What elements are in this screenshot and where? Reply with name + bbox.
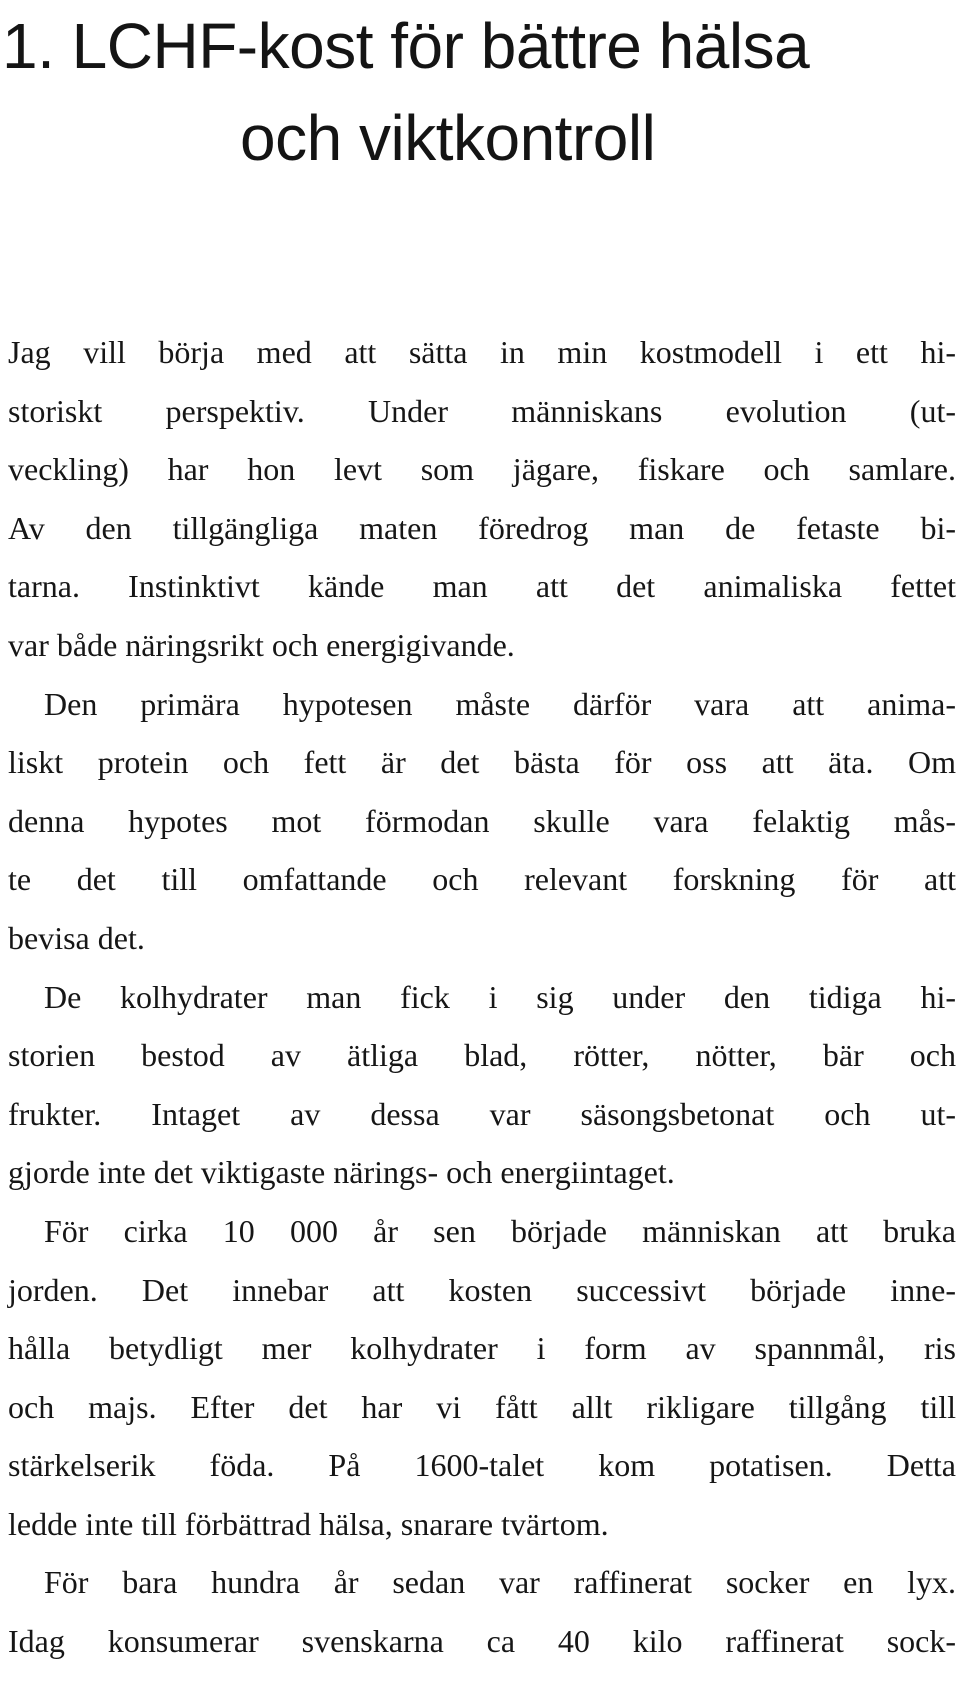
text-line: jorden. Det innebar att kosten successivt började inne-: [8, 1271, 956, 1308]
text-line: bevisa det.: [8, 919, 145, 956]
text-line: För bara hundra år sedan var raffinerat socker en lyx.: [44, 1564, 956, 1601]
paragraph-2: [8, 675, 956, 968]
text-line: var både näringsrikt och energigivande.: [8, 626, 515, 663]
text-line: tarna. Instinktivt kände man att det animaliska fettet: [8, 568, 956, 605]
chapter-title: [2, 0, 952, 184]
text-line: frukter. Intaget av dessa var säsongsbetonat och ut-: [8, 1095, 956, 1132]
text-line: De kolhydrater man fick i sig under den tidiga hi-: [44, 978, 956, 1015]
text-line: och majs. Efter det har vi fått allt rikligare tillgång till: [8, 1388, 956, 1425]
text-line: Den primära hypotesen måste därför vara att anima-: [44, 685, 956, 722]
paragraph-4: [8, 1202, 956, 1554]
body-text: [8, 323, 956, 1671]
text-line: stärkelserik föda. På 1600-talet kom potatisen. Detta: [8, 1447, 956, 1484]
paragraph-1: [8, 323, 956, 675]
chapter-title-line-1: 1. LCHF-kost för bättre hälsa: [2, 10, 810, 82]
text-line: hålla betydligt mer kolhydrater i form av spannmål, ris: [8, 1330, 956, 1367]
paragraph-5: [8, 1553, 956, 1670]
text-line: veckling) har hon levt som jägare, fiskare och samlare.: [8, 451, 956, 488]
text-line: Av den tillgängliga maten föredrog man de fetaste bi-: [8, 509, 956, 546]
paragraph-3: [8, 968, 956, 1202]
chapter-title-line-2: och viktkontroll: [240, 102, 656, 174]
text-line: Idag konsumerar svenskarna ca 40 kilo raffinerat sock-: [8, 1623, 956, 1660]
text-line: te det till omfattande och relevant forskning för att: [8, 861, 956, 898]
text-line: storiskt perspektiv. Under människans evolution (ut-: [8, 392, 956, 429]
text-line: gjorde inte det viktigaste närings- och energiintaget.: [8, 1154, 675, 1191]
text-line: Jag vill börja med att sätta in min kostmodell i ett hi-: [8, 334, 956, 370]
text-line: storien bestod av ätliga blad, rötter, nötter, bär och: [8, 1037, 956, 1074]
text-line: denna hypotes mot förmodan skulle vara felaktig mås-: [8, 802, 956, 839]
text-line: liskt protein och fett är det bästa för oss att äta. Om: [8, 744, 956, 781]
text-line: ledde inte till förbättrad hälsa, snarare tvärtom.: [8, 1505, 609, 1542]
text-line: För cirka 10 000 år sen började människan att bruka: [44, 1212, 956, 1249]
